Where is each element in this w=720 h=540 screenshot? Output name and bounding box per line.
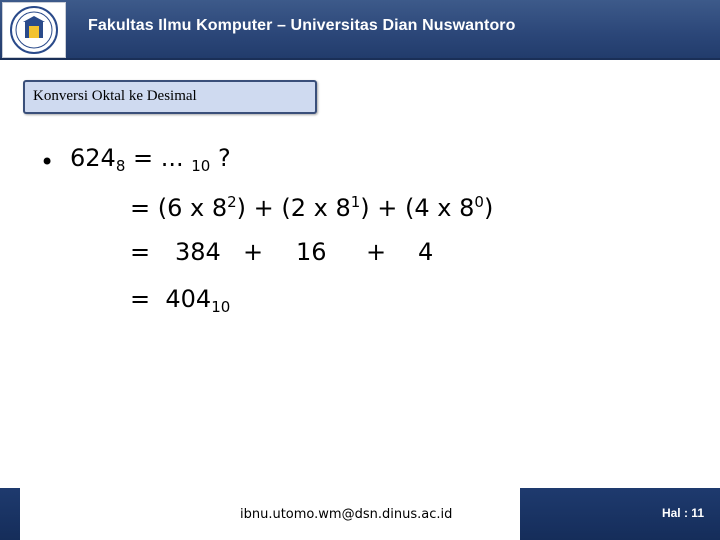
term-value-3: 4 <box>418 238 434 266</box>
expansion-part-2: ) + (2 x 8 <box>236 194 351 222</box>
equals-sign: = <box>130 238 151 266</box>
slide-subtitle-box <box>23 80 317 114</box>
octal-number: 624 <box>70 144 116 172</box>
exponent-1: 2 <box>227 193 237 211</box>
bullet-dot: • <box>40 148 55 176</box>
exponent-2: 1 <box>350 193 361 211</box>
result-value: = 404 <box>130 285 212 313</box>
slide-subtitle: Konversi Oktal ke Desimal <box>33 88 197 104</box>
equals-ellipsis: = ... <box>125 144 192 172</box>
question-mark: ? <box>210 144 231 172</box>
equation-line-1 <box>70 144 231 175</box>
plus-sign-2: + <box>366 238 387 266</box>
result-base: 10 <box>211 298 231 316</box>
equation-line-4 <box>130 285 230 316</box>
expansion-part-1: = (6 x 8 <box>130 194 228 222</box>
expansion-part-4: ) <box>483 194 494 222</box>
target-base: 10 <box>191 157 211 175</box>
exponent-3: 0 <box>474 193 484 211</box>
header-bar <box>0 0 720 60</box>
footer-panel <box>20 488 520 540</box>
page-number: Hal : 11 <box>661 506 704 520</box>
header-title: Fakultas Ilmu Komputer – Universitas Dian Nuswantoro <box>88 17 516 34</box>
footer-email: ibnu.utomo.wm@dsn.dinus.ac.id <box>240 507 453 522</box>
equation-line-2 <box>130 193 493 222</box>
expansion-part-3: ) + (4 x 8 <box>360 194 475 222</box>
octal-base: 8 <box>115 157 126 175</box>
footer-bar <box>0 488 720 540</box>
university-seal-icon <box>2 2 66 58</box>
term-value-2: 16 <box>296 238 327 266</box>
plus-sign-1: + <box>243 238 264 266</box>
term-value-1: 384 <box>175 238 221 266</box>
